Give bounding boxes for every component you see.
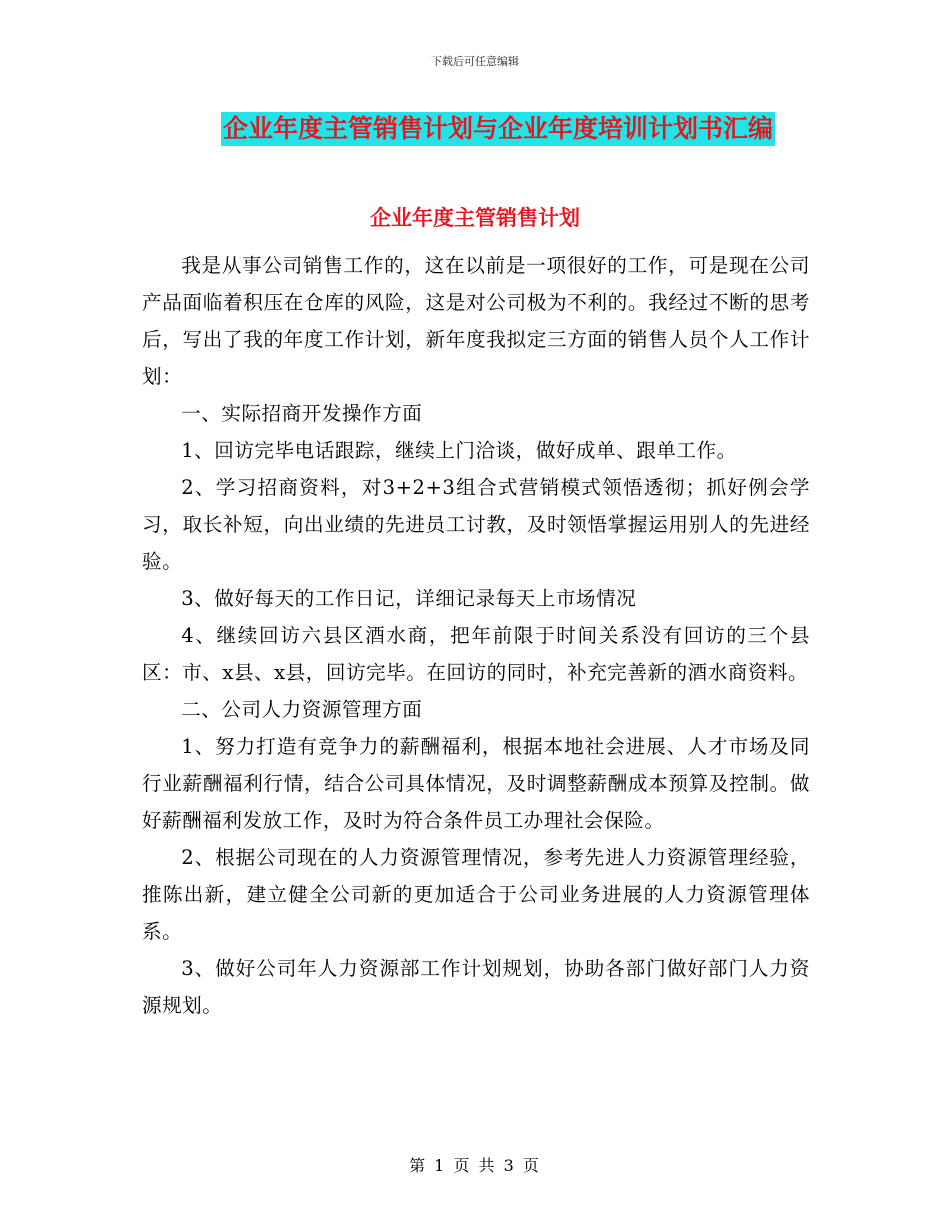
heading-human-resources: 二、公司人力资源管理方面 — [181, 698, 423, 721]
document-title: 企业年度主管销售计划与企业年度培训计划书汇编 — [221, 112, 775, 146]
main-title-container — [0, 112, 950, 146]
paragraph-item: 1、努力打造有竞争力的薪酬福利，根据本地社会进展、人才市场及同行业薪酬福利行情，结合公司具体情况，及时调整薪酬成本预算及控制。做好薪酬福利发放工作，及时为符合条件员工办理社会保险。 — [142, 735, 810, 832]
document-body — [142, 247, 810, 1024]
paragraph-item: 2、学习招商资料，对3+2+3组合式营销模式领悟透彻；抓好例会学习，取长补短，向出业绩的先进员工讨教，及时领悟掌握运用别人的先进经验。 — [142, 476, 810, 573]
paragraph-item: 3、做好公司年人力资源部工作计划规划，协助各部门做好部门人力资源规划。 — [142, 957, 810, 1017]
header-note: 下载后可任意编辑 — [431, 55, 519, 68]
section-title: 企业年度主管销售计划 — [370, 206, 580, 230]
paragraph-intro: 我是从事公司销售工作的，这在以前是一项很好的工作，可是现在公司产品面临着积压在仓库的风险，这是对公司极为不利的。我经过不断的思考后，写出了我的年度工作计划，新年度我拟定三方面的销售人员个人工作计划： — [142, 254, 810, 388]
heading-investment-development: 一、实际招商开发操作方面 — [181, 402, 423, 425]
paragraph-item: 4、继续回访六县区酒水商，把年前限于时间关系没有回访的三个县区：市、x县、x县，回访完毕。在回访的同时，补充完善新的酒水商资料。 — [142, 624, 810, 684]
paragraph-item: 3、做好每天的工作日记，详细记录每天上市场情况 — [181, 587, 637, 610]
page-number-footer: 第 1 页 共 3 页 — [409, 1156, 541, 1175]
paragraph-item: 2、根据公司现在的人力资源管理情况，参考先进人力资源管理经验，推陈出新，建立健全公司新的更加适合于公司业务进展的人力资源管理体系。 — [142, 846, 810, 943]
paragraph-item: 1、回访完毕电话跟踪，继续上门洽谈，做好成单、跟单工作。 — [181, 439, 737, 462]
